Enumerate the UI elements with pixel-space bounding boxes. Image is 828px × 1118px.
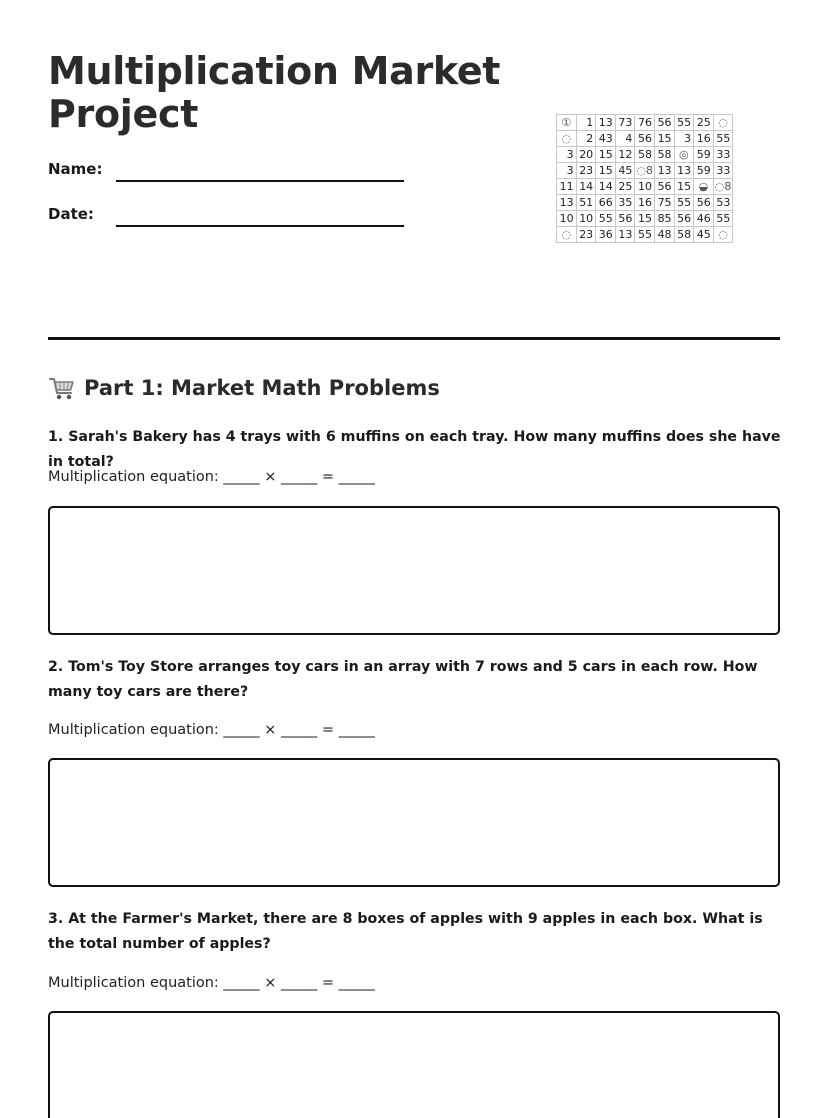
- grid-cell: 58: [635, 147, 655, 163]
- grid-row: [557, 163, 733, 179]
- grid-cell: 55: [674, 195, 694, 211]
- leaf-outline-icon: ◎: [674, 147, 694, 163]
- grid-cell: 14: [576, 179, 596, 195]
- grid-row: [557, 195, 733, 211]
- problem-1-question: 1. Sarah's Bakery has 4 trays with 6 muffins on each tray. How many muffins does she have in total?: [48, 429, 781, 470]
- grid-row: [557, 211, 733, 227]
- grid-cell: 16: [635, 195, 655, 211]
- problem-1-answer-box[interactable]: [48, 506, 780, 635]
- grid-cell: 16: [694, 131, 714, 147]
- section-title: Part 1: Market Math Problems: [84, 376, 440, 400]
- grid-cell: 11: [557, 179, 577, 195]
- grid-cell: 55: [713, 211, 733, 227]
- grid-cell: 10: [635, 179, 655, 195]
- bread-outline-icon: ◒: [694, 179, 714, 195]
- grid-cell: 33: [713, 163, 733, 179]
- grid-cell: 46: [694, 211, 714, 227]
- grid-cell: 25: [694, 115, 714, 131]
- grid-cell: 3: [557, 163, 577, 179]
- grid-cell: 76: [635, 115, 655, 131]
- grid-cell: 10: [557, 211, 577, 227]
- grid-cell: 23: [576, 163, 596, 179]
- grid-cell: 20: [576, 147, 596, 163]
- problem-3-answer-box[interactable]: [48, 1011, 780, 1118]
- grid-cell: 75: [654, 195, 674, 211]
- grid-cell: 14: [596, 179, 616, 195]
- grid-cell: 48: [654, 227, 674, 243]
- grid-cell: 3: [674, 131, 694, 147]
- grid-cell: 53: [713, 195, 733, 211]
- apple-outline-icon: ◌: [557, 131, 577, 147]
- grid-cell: 3: [557, 147, 577, 163]
- grid-cell: 45: [615, 163, 635, 179]
- grid-cell: 35: [615, 195, 635, 211]
- apple-outline-1-icon: ①: [557, 115, 577, 131]
- grid-cell: 15: [596, 147, 616, 163]
- grid-cell: 4: [615, 131, 635, 147]
- grid-cell: 85: [654, 211, 674, 227]
- grid-cell: 55: [596, 211, 616, 227]
- section-heading: [48, 374, 440, 402]
- shopping-cart-icon: [48, 374, 76, 402]
- grid-cell: 59: [694, 163, 714, 179]
- grid-cell: 10: [576, 211, 596, 227]
- grid-cell: 13: [654, 163, 674, 179]
- grid-row: [557, 115, 733, 131]
- problem-1-equation: Multiplication equation: _____ × _____ = _____: [48, 469, 375, 485]
- grid-cell: 13: [615, 227, 635, 243]
- grid-cell: 15: [674, 179, 694, 195]
- grid-cell: 59: [694, 147, 714, 163]
- grid-cell: 58: [654, 147, 674, 163]
- grid-cell: 23: [576, 227, 596, 243]
- grid-cell: 55: [635, 227, 655, 243]
- grid-cell: 56: [694, 195, 714, 211]
- grid-cell: 45: [694, 227, 714, 243]
- grid-cell: 33: [713, 147, 733, 163]
- grid-cell: 36: [596, 227, 616, 243]
- name-label: Name:: [48, 160, 103, 178]
- problem-2-answer-box[interactable]: [48, 758, 780, 887]
- problem-2-equation: Multiplication equation: _____ × _____ = _____: [48, 722, 375, 738]
- grid-row: [557, 147, 733, 163]
- grid-cell: 66: [596, 195, 616, 211]
- grid-cell: 13: [674, 163, 694, 179]
- date-input-line[interactable]: [116, 225, 404, 227]
- page-title: Multiplication Market Project: [48, 49, 501, 136]
- problem-3-equation: Multiplication equation: _____ × _____ = _____: [48, 975, 375, 991]
- grid-cell: 13: [557, 195, 577, 211]
- grid-cell: 73: [615, 115, 635, 131]
- problem-3-question: 3. At the Farmer's Market, there are 8 boxes of apples with 9 apples in each box. What is the total number of apples?: [48, 911, 763, 952]
- grid-cell: 43: [596, 131, 616, 147]
- apple-8-icon: ◌8: [636, 163, 653, 177]
- grid-cell: 51: [576, 195, 596, 211]
- grid-cell: 12: [615, 147, 635, 163]
- date-label: Date:: [48, 205, 94, 223]
- grid-cell: 56: [654, 115, 674, 131]
- grid-cell: 55: [713, 131, 733, 147]
- grid-cell: 15: [654, 131, 674, 147]
- grid-cell: 56: [674, 211, 694, 227]
- apple-outline-icon: ◌: [713, 115, 733, 131]
- grid-cell: 56: [615, 211, 635, 227]
- problem-2-question: 2. Tom's Toy Store arranges toy cars in an array with 7 rows and 5 cars in each row. How many toy cars are there?: [48, 659, 758, 700]
- apple-outline-icon: ◌: [713, 227, 733, 243]
- grid-cell: 15: [596, 163, 616, 179]
- apple-8-icon: ◌8: [714, 179, 732, 193]
- grid-row: [557, 131, 733, 147]
- grid-cell: 15: [635, 211, 655, 227]
- grid-cell: 55: [674, 115, 694, 131]
- grid-cell: 2: [576, 131, 596, 147]
- grid-cell: 1: [576, 115, 596, 131]
- grid-cell: 58: [674, 227, 694, 243]
- name-input-line[interactable]: [116, 180, 404, 182]
- section-divider: [48, 337, 780, 340]
- grid-cell: 56: [635, 131, 655, 147]
- apple-outline-icon: ◌: [557, 227, 577, 243]
- grid-cell: 13: [596, 115, 616, 131]
- grid-cell: 56: [654, 179, 674, 195]
- grid-row: [557, 179, 733, 195]
- number-grid: [556, 114, 733, 243]
- grid-row: [557, 227, 733, 243]
- grid-cell: 25: [615, 179, 635, 195]
